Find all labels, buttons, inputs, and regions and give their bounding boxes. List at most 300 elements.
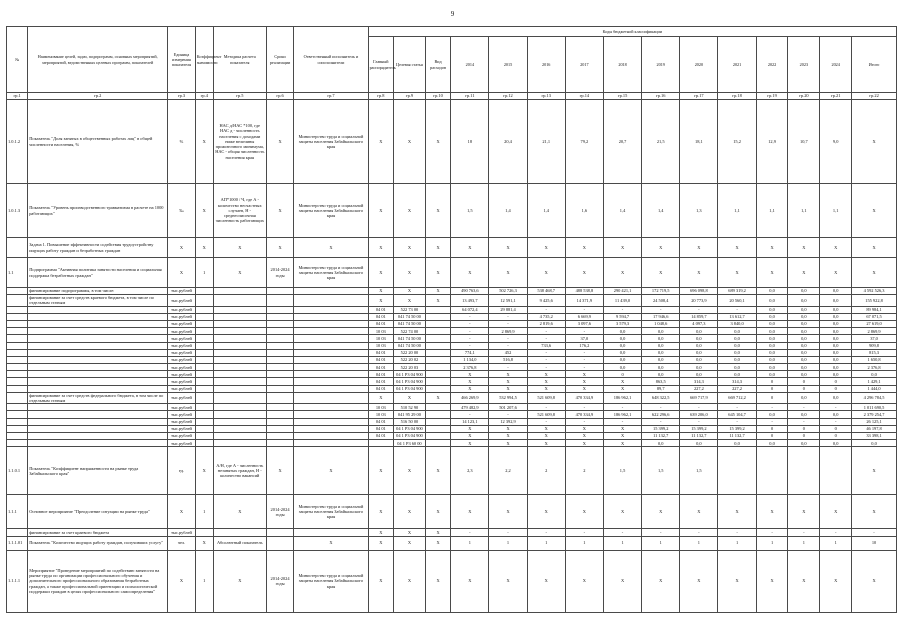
row-year-value: 1,4 [603,184,641,238]
row-year-value: Х [680,550,718,612]
row-grbs: Х [368,550,393,612]
row-number [7,371,28,378]
row-grbs: 04 01 [368,320,393,327]
header-year: 2021 [718,37,756,93]
row-year-value: 89,7 [642,385,680,392]
row-year-value: 4 735,2 [527,313,565,320]
row-year-value [756,447,788,495]
row-total: Х [852,550,897,612]
row-year-value: Х [788,550,820,612]
row-target-article: Х [394,100,426,184]
financing-row [7,418,897,425]
row-year-value: - [680,529,718,536]
row-coefficient: Х [195,184,213,238]
row-year-value: 0,0 [820,411,852,418]
row-year-value: Х [451,495,489,529]
row-responsible [294,404,368,411]
row-year-value: 466 269,9 [451,392,489,403]
row-year-value: 21,1 [527,100,565,184]
row-year-value: 2,2 [489,447,527,495]
row-total: Х [852,100,897,184]
row-total: Х [852,258,897,288]
row-year-value: 1 [788,536,820,550]
row-total: Х [852,184,897,238]
row-number [7,411,28,418]
row-total: 815,3 [852,349,897,356]
row-year-value: 1,5 [451,184,489,238]
row-name: Показатель "Количество ищущих работу граждан, получивших услугу" [28,536,168,550]
row-year-value: Х [565,385,603,392]
row-number [7,320,28,327]
row-year-value: 0 [788,378,820,385]
row-target-article: 04 1 Р3 04 900 [394,371,426,378]
row-expense-type [425,440,450,447]
row-year-value: 0,0 [603,356,641,363]
row-year-value: 13 493,7 [451,295,489,306]
column-numbers-row [7,93,897,100]
row-year-value: - [565,356,603,363]
row-year-value: 15 399,2 [642,425,680,432]
row-name [28,306,168,313]
row-year-value: 2 [565,447,603,495]
row-expense-type [425,342,450,349]
row-number: 1.1.1.1 [7,550,28,612]
row-term [266,378,294,385]
row-number [7,349,28,356]
column-number: гр.6 [266,93,294,100]
row-number [7,295,28,306]
row-year-value: 0,0 [820,288,852,295]
table-row [7,536,897,550]
header-expense-type: Вид расходов [425,37,450,93]
row-method [213,425,266,432]
row-method: Х [213,550,266,612]
row-number: 1.1.0.1 [7,447,28,495]
row-year-value: Х [489,495,527,529]
row-year-value: 0 [756,378,788,385]
row-year-value: 1 134,0 [451,356,489,363]
header-method: Методика расчета показателя [213,27,266,93]
row-year-value: 521 609,8 [527,392,565,403]
row-total: 4 592 526,3 [852,288,897,295]
column-number: гр.9 [394,93,426,100]
row-method [213,342,266,349]
row-year-value: 479 482,9 [451,404,489,411]
row-year-value: Х [756,258,788,288]
row-method: Х [213,258,266,288]
row-year-value: 11 132,7 [680,433,718,440]
row-grbs: 10 03 [368,404,393,411]
row-year-value: 0,0 [756,328,788,335]
row-method: АП*1000 / Ч, где А - количество несчастных случаев, Н - среднесписочная численность работающих [213,184,266,238]
row-expense-type: Х [425,258,450,288]
row-target-article: Х [394,184,426,238]
row-year-value: - [756,418,788,425]
row-term [266,328,294,335]
row-year-value: - [451,529,489,536]
row-year-value [820,447,852,495]
row-year-value: 0,0 [603,364,641,371]
row-year-value: 12 392,9 [489,418,527,425]
row-year-value: 501 207,6 [489,404,527,411]
row-year-value: 490 763,6 [451,288,489,295]
row-year-value: - [820,418,852,425]
header-year: 2015 [489,37,527,93]
row-coefficient [195,440,213,447]
row-year-value: 1,1 [788,184,820,238]
row-term: Х [266,238,294,258]
row-coefficient [195,385,213,392]
row-coefficient: 1 [195,495,213,529]
column-number: гр.3 [168,93,196,100]
financing-row [7,313,897,320]
row-target-article: 522 20 00 [394,349,426,356]
row-year-value: - [603,418,641,425]
row-grbs [368,440,393,447]
row-unit: тыс.рублей [168,385,196,392]
row-total: 89 984,1 [852,306,897,313]
row-method [213,385,266,392]
row-year-value: 516,8 [489,356,527,363]
row-year-value: Х [680,238,718,258]
row-coefficient [195,328,213,335]
row-grbs: Х [368,238,393,258]
row-expense-type: Х [425,447,450,495]
row-year-value: 1 [680,536,718,550]
row-grbs: 04 01 [368,378,393,385]
row-term [266,418,294,425]
row-year-value: 176,2 [565,342,603,349]
row-year-value: Х [718,258,756,288]
row-unit: тыс.рублей [168,433,196,440]
row-year-value: 2 869,9 [489,328,527,335]
row-method: А/Н, где А - численность незанятых граждан, Н - количество вакансий [213,447,266,495]
row-year-value: - [565,529,603,536]
header-grbs: Главный распорядитель [368,37,393,93]
row-year-value: - [642,404,680,411]
row-year-value: Х [489,238,527,258]
row-year-value: 1 [642,536,680,550]
row-year-value: 0,0 [642,364,680,371]
row-number [7,392,28,403]
header-year: 2017 [565,37,603,93]
row-method [213,328,266,335]
row-unit: Х [168,258,196,288]
row-total: 1 444,0 [852,385,897,392]
row-method [213,288,266,295]
row-coefficient [195,356,213,363]
row-target-article: Х [394,536,426,550]
row-unit: % [168,100,196,184]
row-name [28,356,168,363]
row-target-article: 516 50 00 [394,418,426,425]
row-year-value: Х [527,550,565,612]
row-year-value: 0,0 [788,313,820,320]
row-coefficient [195,418,213,425]
row-year-value: - [788,418,820,425]
row-grbs: 10 03 [368,411,393,418]
row-unit: тыс.рублей [168,440,196,447]
row-year-value: 0,0 [718,335,756,342]
row-year-value: - [565,364,603,371]
row-term [266,433,294,440]
row-year-value: - [489,411,527,418]
row-expense-type: Х [425,392,450,403]
row-name: финансирование подпрограммы, в том числе: [28,288,168,295]
row-year-value: 11 439,0 [603,295,641,306]
row-year-value: 0,0 [820,328,852,335]
row-year-value: 0,0 [788,356,820,363]
row-expense-type [425,320,450,327]
row-responsible: Министерство труда и социальной защиты населения Забайкальского края [294,495,368,529]
row-year-value: 0,0 [642,356,680,363]
column-number: гр.12 [489,93,527,100]
row-year-value: 0 [788,433,820,440]
row-year-value: 9 594,7 [603,313,641,320]
row-year-value: 0,0 [788,371,820,378]
row-year-value: - [527,335,565,342]
column-number: гр.20 [788,93,820,100]
row-method [213,418,266,425]
column-number: гр.5 [213,93,266,100]
row-year-value: Х [565,433,603,440]
row-year-value: 314,3 [680,378,718,385]
row-year-value: 13 612,7 [718,313,756,320]
row-responsible [294,433,368,440]
row-year-value: - [451,335,489,342]
row-year-value: 0,0 [820,371,852,378]
row-year-value: 0,0 [788,320,820,327]
row-method [213,433,266,440]
row-unit: тыс.рублей [168,418,196,425]
row-year-value: 64 072,4 [451,306,489,313]
row-expense-type [425,356,450,363]
row-year-value: Х [820,258,852,288]
row-responsible [294,356,368,363]
row-target-article: 041 95 29 00 [394,411,426,418]
row-year-value: Х [603,258,641,288]
row-year-value: - [527,364,565,371]
row-expense-type: Х [425,238,450,258]
row-year-value: 0,0 [718,371,756,378]
row-expense-type: Х [425,529,450,536]
row-year-value: 3 097,6 [565,320,603,327]
row-year-value: Х [603,425,641,432]
row-name [28,328,168,335]
row-year-value: Х [680,258,718,288]
row-year-value: - [451,313,489,320]
row-total: 0,0 [852,440,897,447]
row-year-value: - [527,418,565,425]
row-year-value: 11 132,7 [642,433,680,440]
row-year-value: 0,0 [788,335,820,342]
row-responsible [294,529,368,536]
row-term [266,529,294,536]
row-method [213,440,266,447]
row-year-value: 227,2 [680,385,718,392]
row-name [28,313,168,320]
row-grbs: Х [368,495,393,529]
row-responsible [294,335,368,342]
row-year-value: 3 840,0 [718,320,756,327]
header-year: 2022 [756,37,788,93]
row-responsible [294,288,368,295]
header-year: 2024 [820,37,852,93]
row-year-value: 1,6 [565,184,603,238]
row-year-value: 0,0 [680,335,718,342]
row-name: Показатель "Коэффициент напряженности на рынке труда Забайкальского края" [28,447,168,495]
row-year-value: 1 [565,536,603,550]
table-body [7,100,897,613]
row-grbs: 04 01 [368,313,393,320]
row-year-value: - [756,404,788,411]
row-grbs: Х [368,295,393,306]
row-year-value: - [527,356,565,363]
row-term [266,313,294,320]
row-year-value: - [603,529,641,536]
row-grbs: Х [368,258,393,288]
column-number: гр.17 [680,93,718,100]
row-unit: тыс.рублей [168,411,196,418]
row-year-value: - [718,418,756,425]
row-year-value: 0,0 [820,313,852,320]
row-target-article: 522 20 03 [394,364,426,371]
financing-row [7,371,897,378]
row-total: Х [852,447,897,495]
row-coefficient [195,411,213,418]
row-responsible [294,313,368,320]
row-year-value: 0,0 [820,342,852,349]
row-year-value: - [451,342,489,349]
row-year-value: 470 334,9 [565,392,603,403]
row-responsible [294,295,368,306]
row-coefficient [195,404,213,411]
row-year-value: Х [718,550,756,612]
row-term [266,425,294,432]
row-name [28,371,168,378]
row-year-value: 1,4 [642,184,680,238]
row-year-value: 1 [756,536,788,550]
row-year-value: Х [642,258,680,288]
row-expense-type: Х [425,288,450,295]
row-unit: чел. [168,536,196,550]
row-unit: тыс.рублей [168,342,196,349]
row-coefficient [195,529,213,536]
row-year-value: Х [565,440,603,447]
row-year-value: Х [788,495,820,529]
row-year-value: Х [603,238,641,258]
row-year-value: 0,0 [642,342,680,349]
row-year-value: 0,0 [820,349,852,356]
row-year-value: - [642,529,680,536]
row-year-value: 0,0 [788,392,820,403]
row-year-value: 1 [603,536,641,550]
row-number: 1.0.1.2 [7,100,28,184]
row-year-value: 0,0 [680,371,718,378]
row-term: Х [266,100,294,184]
program-table-sheet [6,26,897,634]
row-year-value: 1,1 [718,184,756,238]
row-responsible: Х [294,447,368,495]
row-year-value: 863,5 [642,378,680,385]
row-year-value: Х [451,238,489,258]
row-year-value: Х [489,440,527,447]
row-year-value: 0,0 [642,349,680,356]
row-expense-type [425,306,450,313]
row-year-value: Х [565,258,603,288]
row-name [28,320,168,327]
row-year-value: Х [820,495,852,529]
row-method: Х [213,238,266,258]
row-year-value: - [680,404,718,411]
row-year-value: - [489,320,527,327]
row-unit: тыс.рублей [168,356,196,363]
header-no: № [7,27,28,93]
column-number: гр.10 [425,93,450,100]
row-year-value: 9 425,6 [527,295,565,306]
row-year-value [718,447,756,495]
row-year-value: - [489,529,527,536]
row-responsible [294,364,368,371]
row-year-value: 0 [820,378,852,385]
financing-row [7,385,897,392]
row-responsible [294,349,368,356]
row-year-value: 0,0 [718,342,756,349]
row-year-value: - [565,349,603,356]
row-expense-type [425,425,450,432]
row-year-value: 3 579,3 [603,320,641,327]
row-year-value: Х [489,258,527,288]
row-name [28,433,168,440]
row-grbs: Х [368,529,393,536]
row-year-value: 314,3 [718,378,756,385]
row-method [213,320,266,327]
row-year-value: Х [603,433,641,440]
row-term [266,364,294,371]
row-year-value: 1,4 [527,184,565,238]
row-year-value: 0,0 [756,349,788,356]
row-expense-type [425,313,450,320]
row-number [7,433,28,440]
row-target-article: Х [394,529,426,536]
row-method [213,364,266,371]
row-year-value: - [527,349,565,356]
row-year-value: 532 994,5 [489,392,527,403]
row-year-value: Х [527,238,565,258]
row-number [7,378,28,385]
row-name [28,378,168,385]
row-number [7,328,28,335]
row-year-value: 0 [756,385,788,392]
row-year-value: - [603,404,641,411]
row-year-value: 0,0 [680,364,718,371]
column-number: гр.13 [527,93,565,100]
row-responsible [294,320,368,327]
row-year-value: - [680,306,718,313]
row-year-value: 0,0 [820,356,852,363]
row-name: финансирование за счет краевого бюджета [28,529,168,536]
row-target-article: 522 20 02 [394,356,426,363]
row-year-value: 0,0 [680,349,718,356]
row-grbs: Х [368,536,393,550]
row-grbs: Х [368,288,393,295]
row-year-value: 1 [820,536,852,550]
row-year-value: 15 399,2 [718,425,756,432]
row-term [266,356,294,363]
row-expense-type [425,433,450,440]
row-total: 37,0 [852,335,897,342]
row-method [213,404,266,411]
